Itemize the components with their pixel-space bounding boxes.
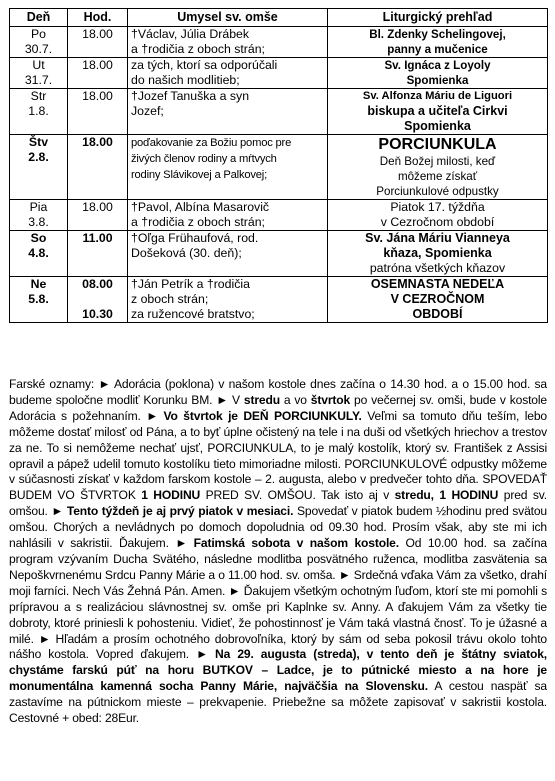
day-date: 30.7. (24, 42, 53, 56)
table-row (10, 277, 548, 323)
liturgy-cell (328, 135, 548, 200)
day-date: 2.8. (28, 150, 49, 164)
liturgy-line: kňaza, Spomienka (383, 246, 492, 260)
intention-line: živých členov rodiny a mŕtvych (131, 153, 277, 165)
liturgy-cell (328, 277, 548, 323)
day-name: Str (30, 89, 47, 103)
notes-text: po večernej sv. omši, bude v kostole Adorácia s požehnaním. ► (9, 392, 547, 423)
intention-line: a †rodičia z oboch strán; (131, 42, 265, 56)
notes-text: PRED SV. OMŠOU. Tak isto aj v (200, 488, 395, 503)
day-name: Po (30, 27, 47, 41)
day-name: Pia (29, 200, 48, 214)
intention-line: do našich modlitieb; (131, 73, 240, 87)
intention-line: †Václav, Júlia Drábek (131, 27, 250, 41)
notes-text: pred sv. omšou. ► (9, 488, 547, 519)
liturgy-line: Sv. Alfonza Máriu de Liguori (362, 90, 513, 102)
liturgy-cell (328, 58, 548, 89)
col-header-intention: Umysel sv. omše (128, 9, 328, 27)
hour-cell (68, 58, 128, 89)
liturgy-line: V CEZROČNOM (390, 292, 485, 306)
intention-line: †Pavol, Albína Masarovič (131, 200, 270, 214)
day-name: Štv (28, 135, 49, 149)
table-row (10, 231, 548, 277)
day-cell (10, 200, 68, 231)
day-cell (10, 58, 68, 89)
mass-time: 11.00 (82, 231, 113, 245)
notes-bold: Vo štvrtok je DEŇ PORCIUNKULY. (163, 408, 362, 423)
liturgy-line: Bl. Zdenky Schelingovej, (369, 28, 506, 41)
liturgy-line: biskupa a učiteľa Cirkvi (367, 104, 508, 118)
liturgy-cell (328, 27, 548, 58)
table-row (10, 27, 548, 58)
intention-line: †Ján Petrík a †rodičia (131, 277, 250, 291)
notes-text: Spovedať v piatok budem ½hodinu pred svätou omšou. Chorých a nevládnych po domoch dopoludnia od 09.30 hod. Prosím však, aby ste mi ich nahlásili v sakristii. Ďakujem. ► (9, 504, 548, 551)
liturgy-line: v Cezročnom období (380, 215, 495, 229)
notes-bold: Tento týždeň je aj prvý piatok v mesiaci. (66, 504, 294, 519)
intention-cell (128, 231, 328, 277)
intention-line: Došeková (30. deň); (131, 246, 242, 260)
intention-line: za tých, ktorí sa odporúčali (131, 58, 278, 72)
mass-time: 18.00 (82, 27, 113, 41)
day-name: Ut (32, 58, 45, 72)
table-header-row (10, 9, 548, 27)
notes-bold: Na 29. augusta (streda), v tento deň je štátny sviatok, chystáme farskú púť na horu BUTKOV – Ladce, je to pútnické miesto a na hore je monumentálna kamenná socha Panny Márie, najväčšia na Slovensku. (9, 647, 547, 694)
day-date: 1.8. (28, 104, 49, 118)
intention-line: rodiny Slávikovej a Palkovej; (131, 169, 267, 181)
intention-cell (128, 89, 328, 135)
mass-time: 18.00 (82, 135, 113, 149)
parish-announcements (9, 377, 547, 727)
mass-time: 18.00 (82, 58, 113, 72)
intention-cell (128, 200, 328, 231)
intention-line: za ružencové bratstvo; (131, 307, 255, 321)
day-name: So (30, 231, 47, 245)
notes-bold: Fatimská sobota v našom kostole. (193, 536, 399, 551)
day-cell (10, 135, 68, 200)
feast-title: PORCIUNKULA (378, 136, 497, 153)
intention-line: †Oľga Frühaufová, rod. (131, 231, 259, 245)
day-cell (10, 89, 68, 135)
hour-cell (68, 135, 128, 200)
notes-bold: štvrtok (310, 392, 351, 407)
notes-text: Veľmi sa tomuto dňu teším, lebo môžeme dostať milosť od Pána, a to byť úplne očistený na tele i na duši od všetkých hriechov a trestov za ne. To si nemôžeme nechať ujsť, PORCIUNKULA, to je malý kostolík, ktorý sv. František z Assisi opravil a pápež udelil tomuto kostolíku tieto mimoriadne milosti. PORCIUNKULOVÉ odpustky môžeme v súčasnosti získať v každom farskom kostole – 2. augusta, alebo v predvečer tohto dňa. SPOVEDAŤ BUDEM VO ŠTVRTOK (9, 408, 547, 503)
notes-text: a vo (279, 392, 311, 407)
intention-line: Jozef; (131, 104, 164, 118)
notes-text: A cestou naspäť sa zastavíme na pútnickom mieste – prekvapenie. Priebežne sa môžete zapisovať v sakristii kostola. Cestovné + obed: 28Eur. (9, 679, 548, 726)
liturgy-cell (328, 231, 548, 277)
hour-cell (68, 277, 128, 323)
liturgy-line: panny a mučenice (387, 43, 488, 56)
mass-schedule-table (9, 8, 548, 323)
mass-time: 08.00 (82, 277, 113, 291)
table-row (10, 58, 548, 89)
intention-line: poďakovanie za Božiu pomoc pre (131, 137, 292, 149)
intention-cell (128, 135, 328, 200)
intention-line: a †rodičia z oboch strán; (131, 215, 265, 229)
liturgy-cell (328, 89, 548, 135)
liturgy-line: Sv. Ignáca z Loyoly (384, 59, 491, 72)
table-row (10, 135, 548, 200)
day-cell (10, 277, 68, 323)
liturgy-line: patróna všetkých kňazov (369, 261, 506, 275)
table-row (10, 200, 548, 231)
liturgy-line: Spomienka (404, 119, 471, 133)
day-name: Ne (30, 277, 47, 291)
notes-bold: 1 HODINU (141, 488, 201, 503)
day-date: 4.8. (28, 246, 49, 260)
day-cell (10, 27, 68, 58)
hour-cell (68, 200, 128, 231)
day-date: 3.8. (28, 215, 49, 229)
mass-time: 18.00 (82, 89, 113, 103)
day-date: 31.7. (24, 73, 53, 87)
intention-cell (128, 277, 328, 323)
notes-text: Farské oznamy: ► Adorácia (poklona) v našom kostole dnes začína o 14.30 hod. a o 15.00 hod. sa budeme spoločne modliť Korunku BM. ► V (9, 377, 547, 407)
day-cell (10, 231, 68, 277)
liturgy-cell (328, 200, 548, 231)
liturgy-line: môžeme získať (397, 170, 478, 183)
liturgy-line: OSEMNASTA NEDEĽA (370, 277, 505, 291)
col-header-day: Deň (10, 9, 68, 27)
day-date: 5.8. (28, 292, 49, 306)
col-header-hour: Hod. (68, 9, 128, 27)
notes-text: Od 10.00 hod. sa začína program vzývaním Ducha Svätého, následne modlitba posvätného ruženca, modlitba zasvätenia sa Nepoškvrnenému Srdcu Panny Márie a o 11.00 hod. sv. omša. ► Srdečná vďaka Vám za všetko, drahí moji farníci. Nech Vás Žehná Pán. Amen. ► Ďakujem všetkým ochotným ľuďom, ktorí ste mi pomohli s prípravou a s realizáciou slávnostnej sv. omše pri Kaplnke sv. Anny. A ďakujem Vám za všetky tie dobroty, ktoré priniesli k pohosteniu. Vidieť, že pohostinnosť je Vám taká vlastná čnosť. To je úžasné a milé. ► Hľadám a prosím ochotného dobrovoľníka, ktorý by sám od seba pokosil trávu okolo tohto nášho kostola. Vopred ďakujem. ► (9, 536, 547, 662)
notes-bold: stredu (243, 392, 280, 407)
intention-cell (128, 27, 328, 58)
liturgy-line: Deň Božej milosti, keď (379, 155, 496, 168)
intention-line: z oboch strán; (131, 292, 209, 306)
liturgy-line: Sv. Jána Máriu Vianneya (365, 231, 510, 245)
intention-line: †Jozef Tanuška a syn (131, 89, 250, 103)
hour-cell (68, 231, 128, 277)
liturgy-line: Spomienka (406, 74, 469, 87)
liturgy-line: OBDOBÍ (412, 307, 463, 321)
liturgy-line: Piatok 17. týždňa (390, 200, 485, 214)
notes-bold: stredu, 1 HODINU (394, 488, 499, 503)
hour-cell (68, 89, 128, 135)
liturgy-line: Porciunkulové odpustky (376, 185, 499, 198)
mass-time: 10.30 (82, 307, 113, 321)
col-header-liturgy: Liturgický prehľad (328, 9, 548, 27)
mass-time: 18.00 (82, 200, 113, 214)
table-row (10, 89, 548, 135)
hour-cell (68, 27, 128, 58)
intention-cell (128, 58, 328, 89)
